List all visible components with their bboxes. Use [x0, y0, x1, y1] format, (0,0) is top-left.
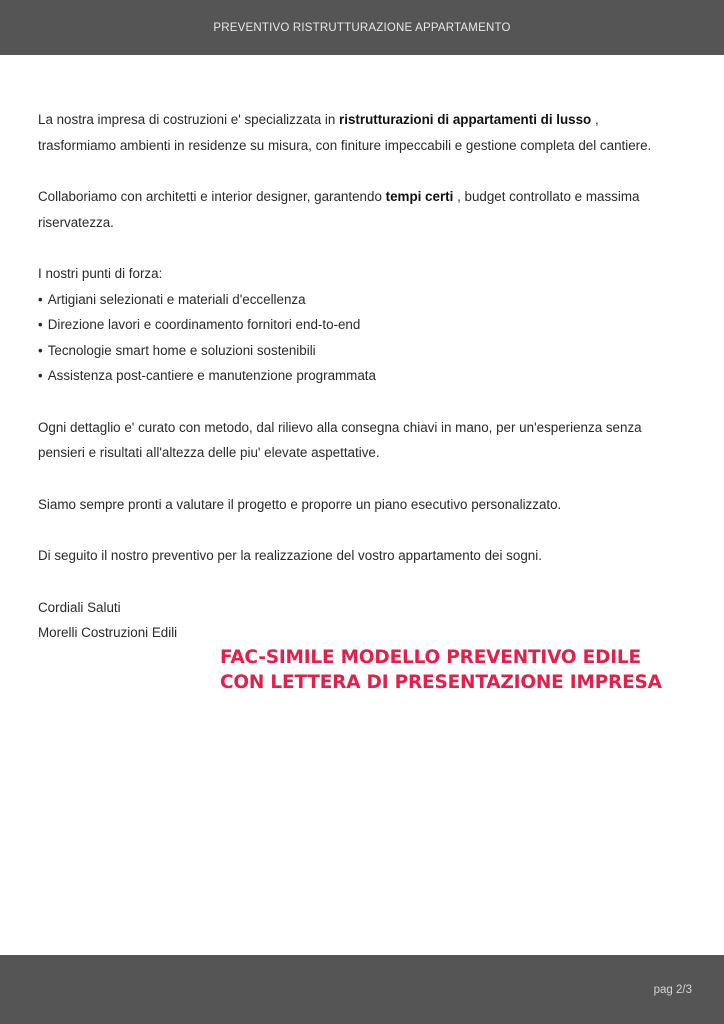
header-title: PREVENTIVO RISTRUTTURAZIONE APPARTAMENTO — [213, 21, 511, 34]
page-footer — [0, 955, 724, 1024]
watermark-line-2: CON LETTERA DI PRESENTAZIONE IMPRESA — [220, 672, 662, 693]
strengths-list — [38, 287, 670, 389]
collaboration-text-end: , budget controllato e massima riservatezza. — [38, 189, 640, 230]
intro-paragraph — [38, 107, 670, 158]
list-item — [38, 363, 670, 389]
list-item-text: Artigiani selezionati e materiali d'eccellenza — [47, 291, 306, 307]
collaboration-text-start: Collaboriamo con architetti e interior designer, garantendo — [38, 189, 386, 204]
list-item — [38, 338, 670, 364]
bullet-icon: • — [38, 368, 43, 383]
closing-salutation: Cordiali Saluti — [38, 599, 121, 615]
bullet-icon: • — [38, 317, 43, 332]
strengths-section — [38, 261, 670, 389]
list-item — [38, 287, 670, 313]
company-signature: Morelli Costruzioni Edili — [38, 625, 178, 640]
page-number: pag 2/3 — [653, 984, 692, 996]
facsimile-watermark — [220, 645, 680, 695]
quality-paragraph: Ogni dettaglio e' curato con metodo, dal rilievo alla consegna chiavi in mano, per un'esperienza senza pensieri e risultati all'altezza delle piu' elevate aspettative. — [38, 419, 642, 460]
list-item — [38, 312, 670, 338]
page-header — [0, 0, 724, 55]
intro-highlight: ristrutturazioni di appartamenti di lusso — [339, 112, 592, 127]
collaboration-paragraph — [38, 184, 670, 235]
list-item-text: Tecnologie smart home e soluzioni sostenibili — [47, 342, 316, 358]
list-item-text: Assistenza post-cantiere e manutenzione programmata — [47, 368, 376, 383]
availability-paragraph: Siamo sempre pronti a valutare il progetto e proporre un piano esecutivo personalizzato. — [38, 496, 562, 512]
collaboration-highlight: tempi certi — [385, 189, 454, 204]
bullet-icon: • — [38, 342, 43, 358]
intro-text-end: , trasformiamo ambienti in residenze su misura, con finiture impeccabili e gestione completa del cantiere. — [38, 112, 652, 153]
list-item-text: Direzione lavori e coordinamento fornitori end-to-end — [47, 317, 361, 332]
letter-body — [38, 107, 670, 646]
strengths-intro: I nostri punti di forza: — [38, 266, 163, 281]
quote-intro-paragraph: Di seguito il nostro preventivo per la realizzazione del vostro appartamento dei sogni. — [38, 548, 542, 563]
intro-text-start: La nostra impresa di costruzioni e' specializzata in — [38, 112, 340, 127]
bullet-icon: • — [38, 291, 43, 307]
watermark-line-1: FAC-SIMILE MODELLO PREVENTIVO EDILE — [220, 647, 641, 668]
